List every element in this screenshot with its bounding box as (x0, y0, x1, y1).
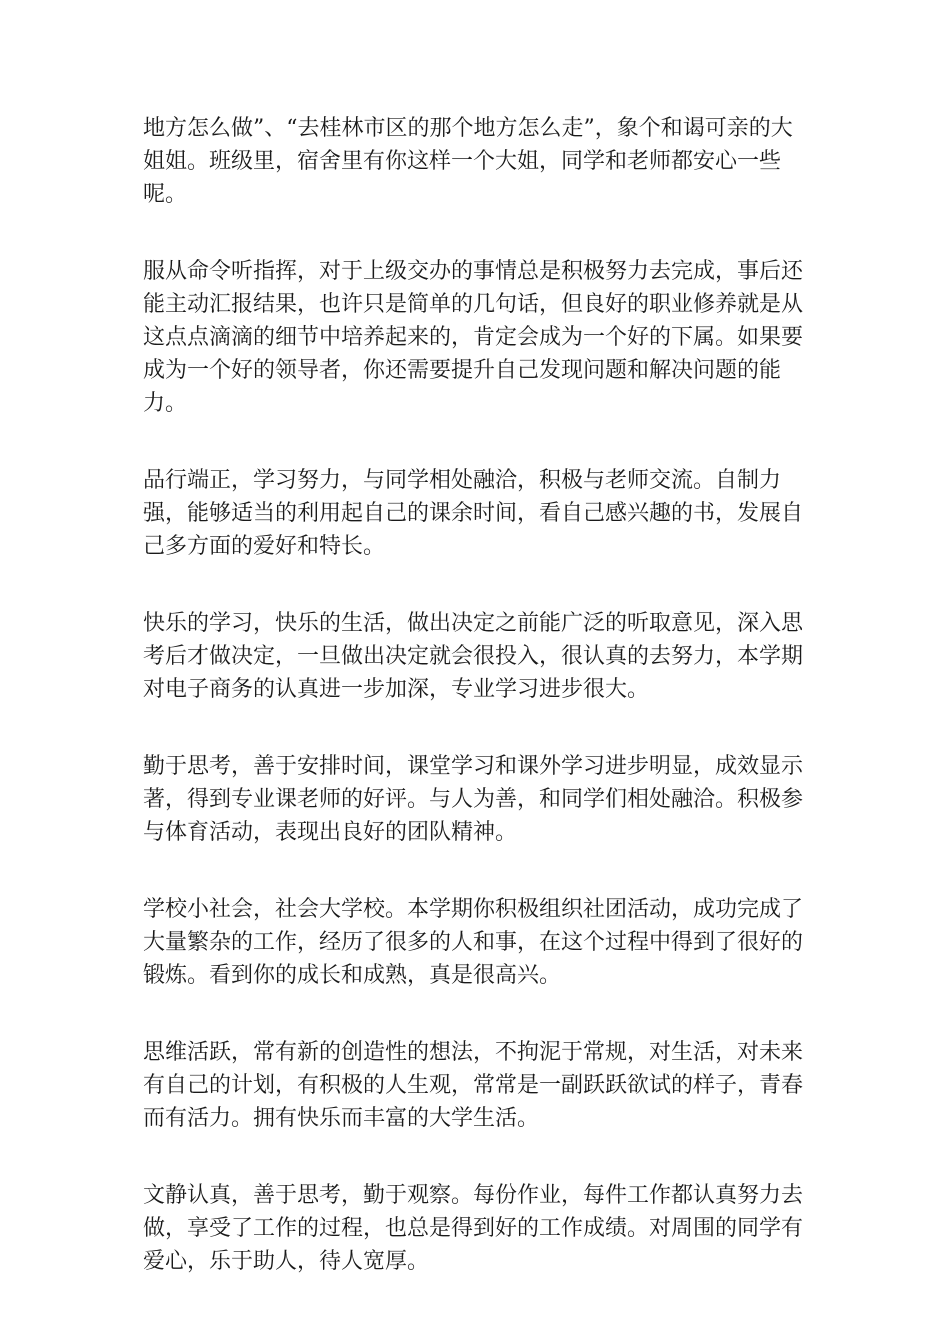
paragraph: 文静认真，善于思考，勤于观察。每份作业，每件工作都认真努力去做，享受了工作的过程，也总是得到好的工作成绩。对周围的同学有爱心，乐于助人，待人宽厚。 (143, 1183, 804, 1274)
paragraph: 思维活跃，常有新的创造性的想法，不拘泥于常规，对生活，对未来有自己的计划，有积极的人生观，常常是一副跃跃欲试的样子，青春而有活力。拥有快乐而丰富的大学生活。 (143, 1040, 804, 1131)
document-body (143, 112, 811, 1322)
paragraph: 学校小社会，社会大学校。本学期你积极组织社团活动，成功完成了大量繁杂的工作，经历了很多的人和事，在这个过程中得到了很好的锻炼。看到你的成长和成熟，真是很高兴。 (143, 897, 804, 988)
paragraph: 地方怎么做”、“去桂林市区的那个地方怎么走”，象个和谒可亲的大姐姐。班级里，宿舍里有你这样一个大姐，同学和老师都安心一些呢。 (143, 116, 793, 207)
paragraph: 快乐的学习，快乐的生活，做出决定之前能广泛的听取意见，深入思考后才做决定，一旦做出决定就会很投入，很认真的去努力，本学期对电子商务的认真进一步加深，专业学习进步很大。 (143, 611, 804, 702)
paragraph: 服从命令听指挥，对于上级交办的事情总是积极努力去完成，事后还能主动汇报结果，也许只是简单的几句话，但良好的职业修养就是从这点点滴滴的细节中培养起来的，肯定会成为一个好的下属。如果要成为一个好的领导者，你还需要提升自己发现问题和解决问题的能力。 (143, 259, 804, 416)
paragraph: 品行端正，学习努力，与同学相处融洽，积极与老师交流。自制力强，能够适当的利用起自己的课余时间，看自己感兴趣的书，发展自己多方面的爱好和特长。 (143, 468, 804, 559)
paragraph: 勤于思考，善于安排时间，课堂学习和课外学习进步明显，成效显示著，得到专业课老师的好评。与人为善，和同学们相处融洽。积极参与体育活动，表现出良好的团队精神。 (143, 754, 804, 845)
